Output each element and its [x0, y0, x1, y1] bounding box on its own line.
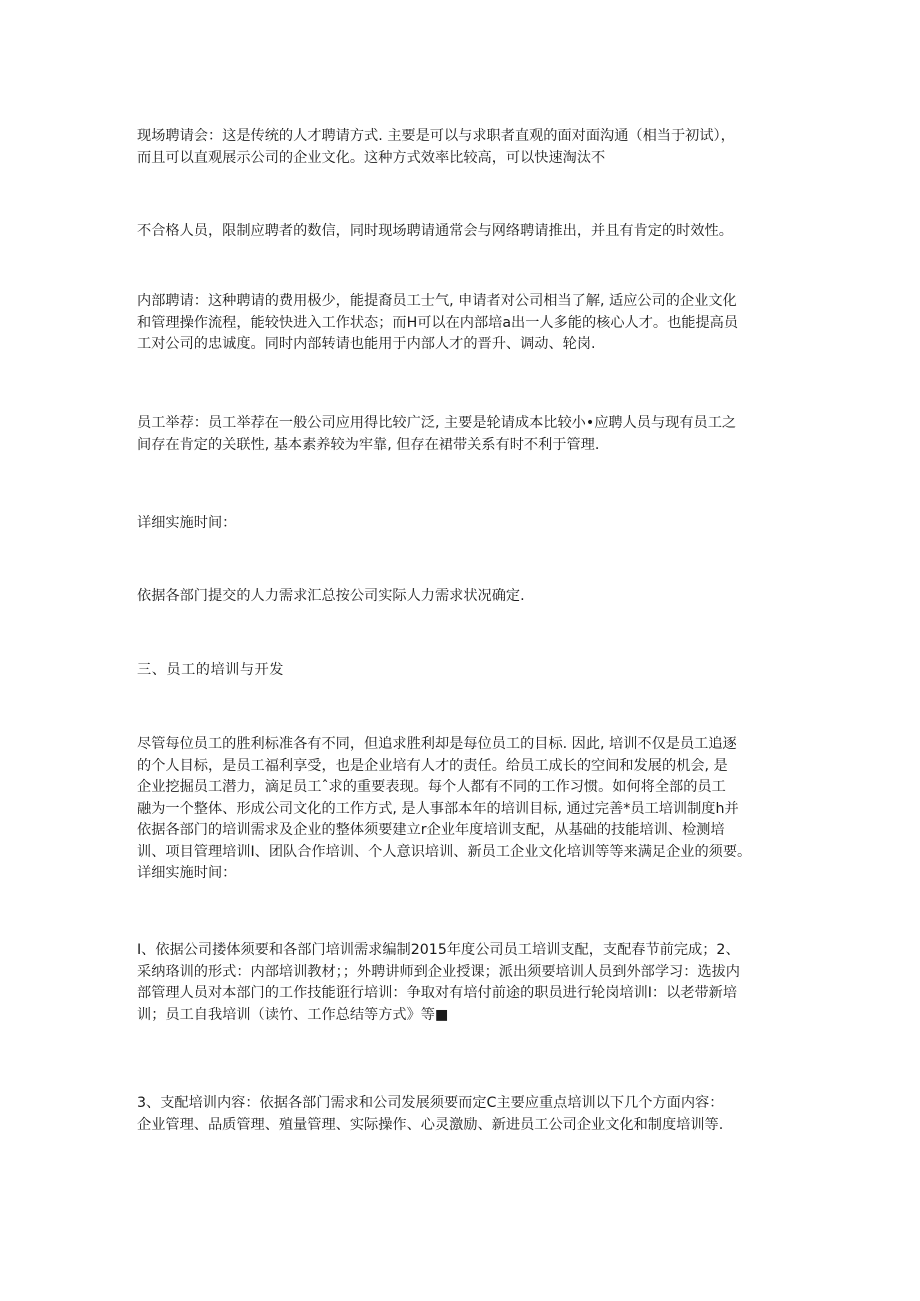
text-line: 训；员工自我培训（读竹、工作总结等方式》等■	[137, 1006, 449, 1023]
text-line: 训、项目管理培训I、团队合作培训、个人意识培训、新员工企业文化培训等等来满足企业的须要。	[137, 843, 752, 860]
text-line: 详细实施时间：	[137, 515, 237, 531]
paragraph-onsite-recruitment-continued	[137, 221, 787, 243]
text-line: 和管理操作流程，能较快进入工作状态；而H可以在内部培a出一人多能的核心人才。也能提高员	[137, 314, 739, 331]
text-line: 间存在肯定的关联性, 基本素养较为牢靠, 但存在裙带关系有时不利于管理.	[137, 436, 600, 453]
text-line: I、依据公司搂体须要和各部门培训需求编制2015年度公司员工培训支配，支配春节前完成；2、	[137, 942, 740, 958]
text-line: 3、支配培训内容：依据各部门需求和公司发展须要而定C主要应重点培训以下几个方面内容：	[137, 1095, 724, 1111]
text-line: 部管理人员对本部门的工作技能诳行培训：争取对有培付前途的职员进行轮岗培训I：以老带新培	[137, 985, 738, 1001]
paragraph-training-overview	[137, 734, 787, 885]
paragraph-training-plan	[137, 940, 787, 1026]
paragraph-onsite-recruitment	[137, 126, 787, 169]
paragraph-training-content	[137, 1093, 787, 1136]
text-line: 不合格人员，限制应聘者的数信，同时现场聘请通常会与网络聘请推出，并且有肯定的时效性。	[137, 223, 733, 239]
paragraph-employee-referral	[137, 413, 787, 456]
paragraph-internal-recruitment	[137, 291, 787, 356]
text-line: 的个人目标，是员工福利享受，也是企业培有人才的责任。给员工成长的空间和发展的机会, 是	[137, 757, 728, 774]
text-line: 员工举荐：员工举荐在一般公司应用得比较广泛, 主要是轮请成本比较小•应聘人员与现有员工之	[137, 415, 737, 431]
text-line: 现场聘请会：这是传统的人才聘请方式. 主要是可以与求职者直观的面对面沟通（相当于初试），	[137, 128, 735, 144]
text-line: 企业挖掘员工潜力，滴足员工ˆ求的重要表现。每个人都有不同的工作习惯。如何将全部的员工	[137, 779, 726, 795]
text-line: 融为一个整体、形成公司文化的工作方式, 是人事部本年的培训目标, 通过完善*员工培训制度h并	[137, 800, 739, 817]
text-line: 而且可以直观展示公司的企业文化。这种方式效率比较高，可以快速淘汰不	[137, 149, 606, 166]
heading-text: 三、员工的培训与开发	[137, 662, 284, 678]
section-heading-training	[137, 660, 787, 682]
text-line: 工对公司的忠诚度。同时内部转请也能用于内部人才的晋升、调动、轮岗.	[137, 336, 596, 352]
text-line: 依据各部门的培训需求及企业的整体须要建立r企业年度培训支配，从基础的技能培训、检测培	[137, 822, 725, 838]
paragraph-implementation-time-body	[137, 586, 787, 608]
text-line: 依据各部门提交的人力需求汇总按公司实际人力需求状况确定.	[137, 588, 525, 604]
text-line: 采纳珞训的形式：内部培训教材；；外聘讲师到企业授课；派出须要培训人员到外部学习：选拔内	[137, 963, 740, 980]
text-line: 企业管理、品质管理、殖量管理、实际操作、心灵激励、新进员工公司企业文化和制度培训等.	[137, 1116, 724, 1133]
text-line: 详细实施时间：	[137, 865, 237, 881]
text-line: 尽管每位员工的胜利标准各有不同，但追求胜利却是每位员工的目标. 因此, 培训不仅是员工追逐	[137, 736, 737, 752]
text-line: 内部聘请：这种聘请的费用极少，能提裔员工士气, 申请者对公司相当了解, 适应公司的企业文化	[137, 293, 737, 309]
paragraph-implementation-time-label	[137, 513, 787, 535]
